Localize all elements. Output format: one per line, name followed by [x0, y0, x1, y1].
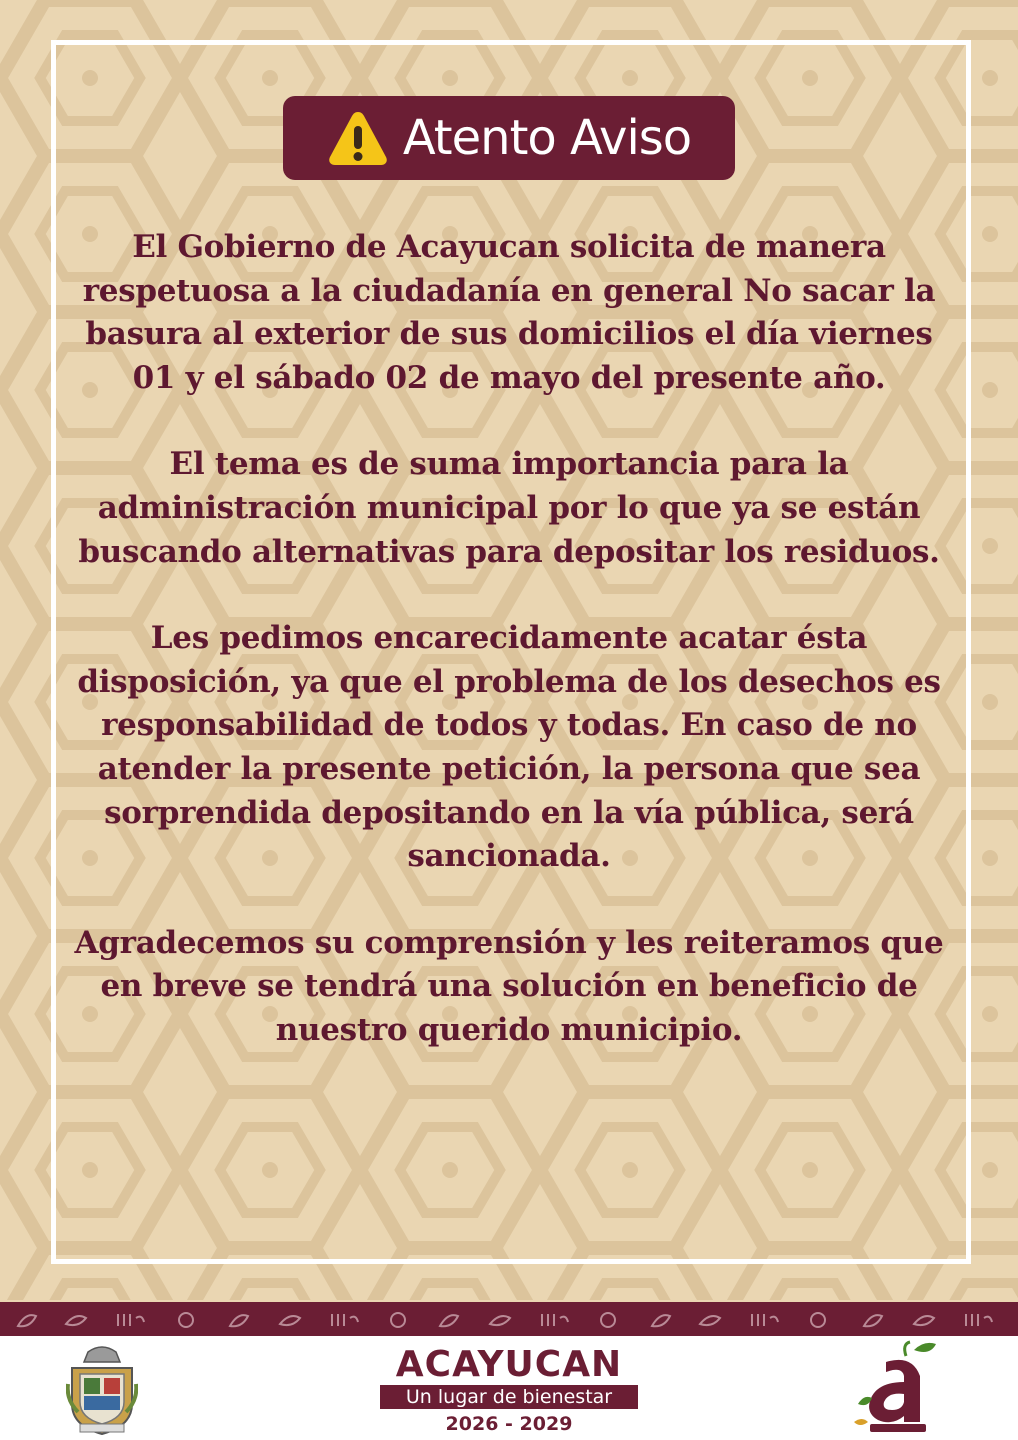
- notice-paragraph-4: Agradecemos su comprensión y les reiteramos que en breve se tendrá una solución en beneficio de nuestro querido municipio.: [74, 924, 944, 1048]
- notice-body: [66, 226, 952, 1096]
- warning-triangle-icon: [327, 109, 389, 167]
- notice-paragraph-3: Les pedimos encarecidamente acatar ésta disposición, ya que el problema de los desechos es responsabilidad de todos y todas. En caso de no atender la presente petición, la persona que sea sorprendida depositando en la vía pública, será sancionada.: [77, 620, 941, 875]
- title-badge: [283, 96, 735, 180]
- coat-of-arms-icon: [66, 1344, 138, 1436]
- decorative-ribbon: [0, 1302, 1018, 1336]
- notice-title: Atento Aviso: [402, 110, 692, 166]
- acayucan-a-logo-icon: [848, 1340, 944, 1438]
- notice-paragraph-2: El tema es de suma importancia para la administración municipal por lo que ya se están buscando alternativas para depositar los residuos.: [78, 446, 940, 570]
- brand-block: [370, 1346, 648, 1437]
- brand-tagline: Un lugar de bienestar: [380, 1385, 638, 1409]
- footer: [0, 1336, 1018, 1440]
- brand-name: ACAYUCAN: [395, 1344, 623, 1385]
- brand-years: 2026 - 2029: [445, 1413, 573, 1435]
- notice-paragraph-1: El Gobierno de Acayucan solicita de manera respetuosa a la ciudadanía en general No sacar la basura al exterior de sus domicilios el día viernes 01 y el sábado 02 de mayo del presente año.: [82, 229, 936, 396]
